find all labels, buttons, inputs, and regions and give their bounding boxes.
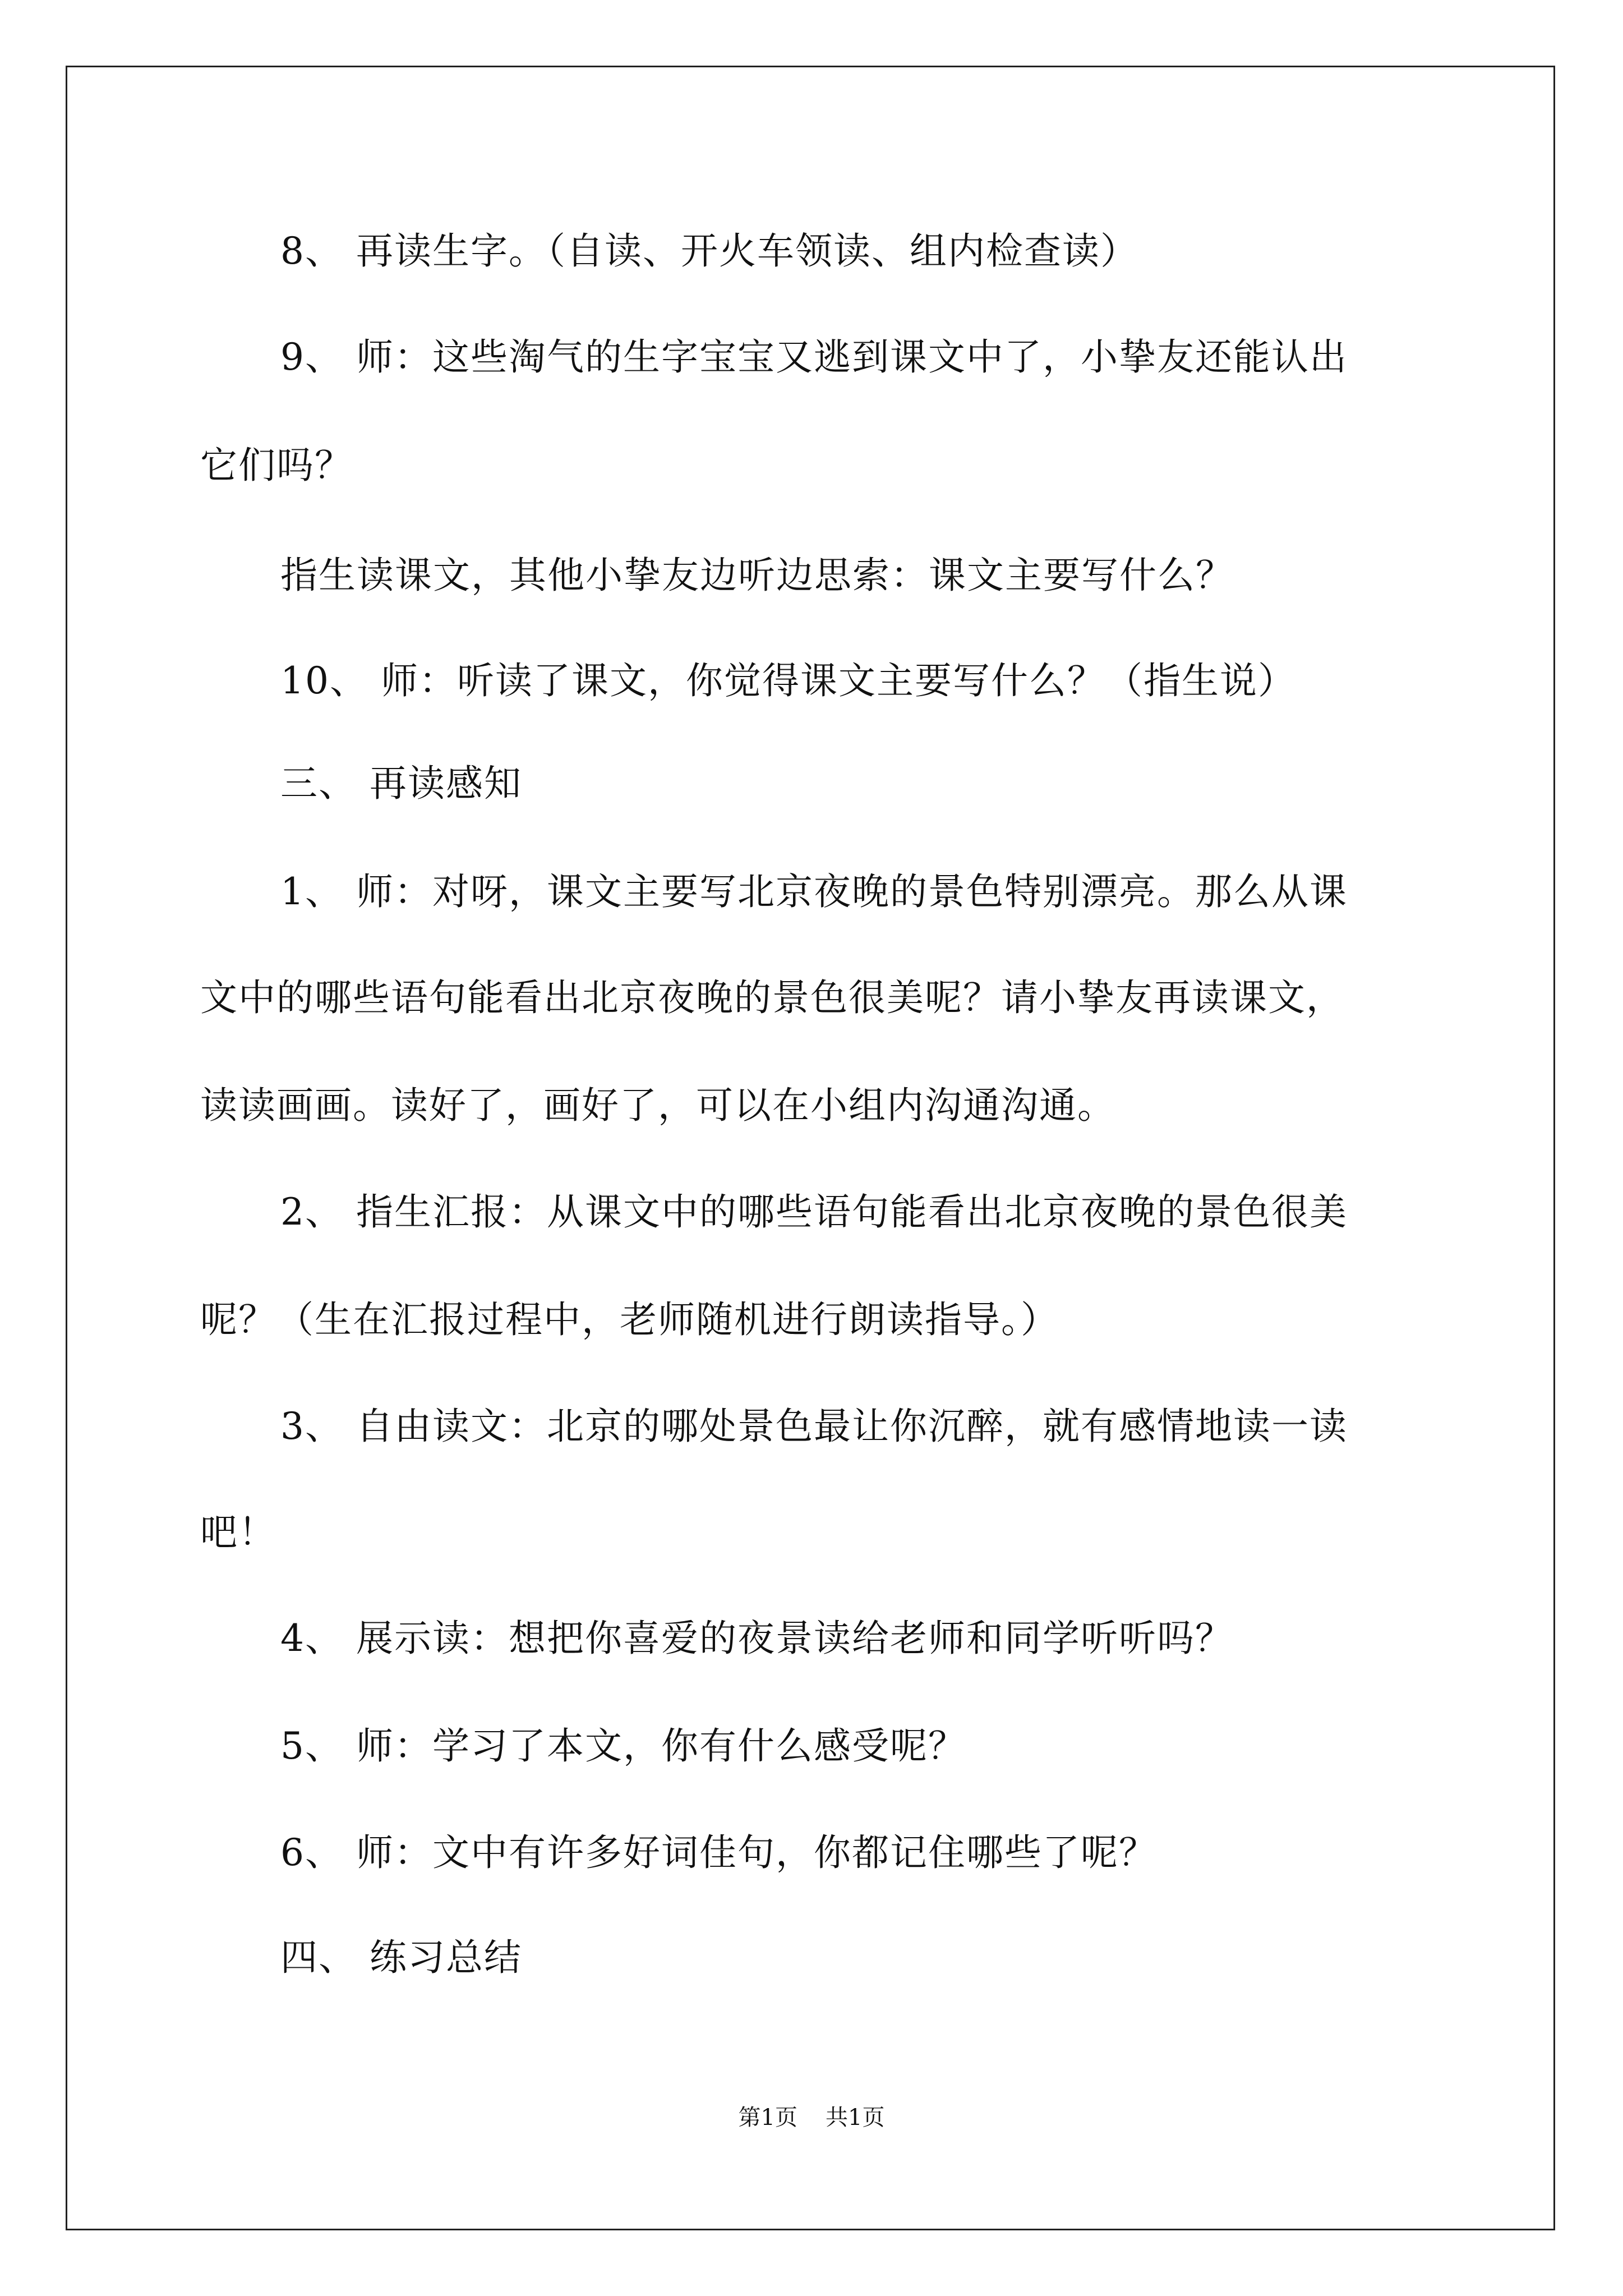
paragraph-line: 10、 师：听读了课文，你觉得课文主要写什么？（指生说）: [280, 659, 1296, 702]
paragraph-line: 2、 指生汇报：从课文中的哪些语句能看出北京夜晚的景色很美: [280, 1190, 1348, 1234]
paragraph-line: 3、 自由读文：北京的哪处景色最让你沉醉，就有感情地读一读: [280, 1405, 1348, 1448]
paragraph-line: 读读画画。读好了，画好了，可以在小组内沟通沟通。: [200, 1084, 1115, 1127]
paragraph-line: 呢？（生在汇报过程中，老师随机进行朗读指导。）: [200, 1298, 1059, 1341]
paragraph-line: 它们吗？: [200, 444, 353, 487]
paragraph-line: 9、 师：这些淘气的生字宝宝又逃到课文中了，小挚友还能认出: [280, 335, 1348, 379]
paragraph-line: 1、 师：对呀，课文主要写北京夜晚的景色特别漂亮。那么从课: [280, 870, 1348, 913]
paragraph-line: 吧！: [200, 1511, 276, 1554]
paragraph-line: 5、 师：学习了本文，你有什么感受呢？: [280, 1724, 966, 1768]
page-footer: [0, 2104, 1623, 2132]
paragraph-line: 指生读课文，其他小挚友边听边思索：课文主要写什么？: [280, 554, 1234, 597]
page-border: [66, 66, 1555, 2230]
paragraph-line: 8、 再读生字。（自读、开火车领读、组内检查读）: [280, 229, 1138, 273]
section-heading: 三、 再读感知: [280, 762, 522, 805]
page-number-total: 共1页: [826, 2105, 885, 2131]
paragraph-line: 4、 展示读：想把你喜爱的夜景读给老师和同学听听吗？: [280, 1617, 1233, 1660]
paragraph-line: 文中的哪些语句能看出北京夜晚的景色很美呢？请小挚友再读课文，: [200, 976, 1344, 1019]
page-number-current: 第1页: [738, 2105, 797, 2131]
section-heading: 四、 练习总结: [280, 1936, 522, 1979]
paragraph-line: 6、 师：文中有许多好词佳句，你都记住哪些了呢？: [280, 1831, 1157, 1874]
